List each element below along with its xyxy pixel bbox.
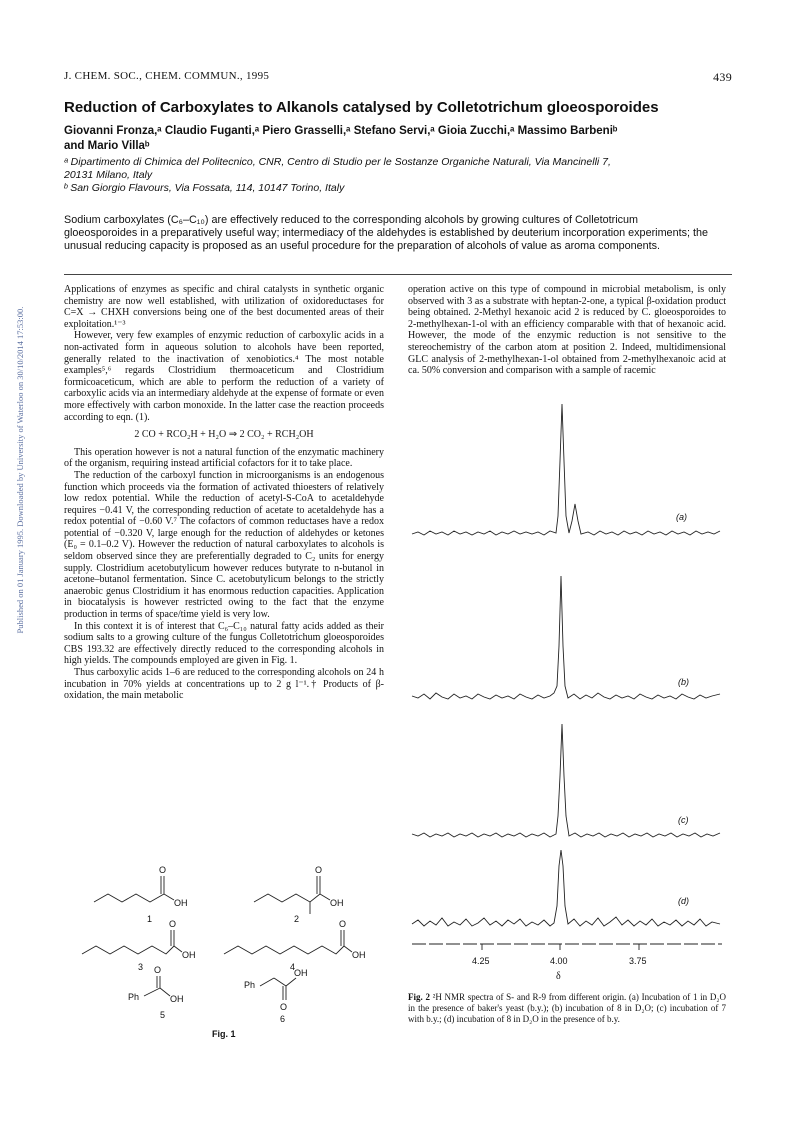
left-column (64, 284, 384, 702)
paragraph: This operation however is not a natural function of the enzymatic machinery of the organism, requiring instead artificial cofactors for it to take place. (64, 446, 384, 470)
paragraph: In this context it is of interest that C₆–C₁₀ natural fatty acids added as their sodium salts to a growing culture of the fungus Colletotrichum gloeosporoides CBS 193.32 are effectively directly reduced to the corresponding alcohols in high yields. The compounds employed are given in Fig. 1. (64, 620, 384, 667)
download-watermark-text: Published on 01 January 1995. Downloaded by University of Waterloo on 30/10/2014 17:53:00. (15, 306, 25, 634)
atom-label: OH (174, 898, 188, 908)
figure-2-caption (408, 992, 726, 1025)
running-header: J. CHEM. SOC., CHEM. COMMUN., 1995 (64, 70, 270, 82)
atom-label: OH (182, 950, 196, 960)
page-number: 439 (713, 70, 732, 84)
author-line: and Mario Villaᵇ (64, 140, 150, 152)
article-title: Reduction of Carboxylates to Alkanols catalysed by Colletotrichum gloeosporoides (64, 99, 659, 116)
compound-1-skeleton (94, 876, 174, 902)
affiliation-line: ᵇ San Giorgio Flavours, Via Fossata, 114, 10147 Torino, Italy (64, 182, 345, 194)
spectrum-d (412, 850, 720, 926)
panel-label-d: (d) (678, 896, 689, 906)
axis-label: δ (556, 971, 561, 982)
paragraph: Thus carboxylic acids 1–6 are reduced to the corresponding alcohols on 24 h incubation in 70% yields at concentrations up to 2 g l⁻¹.† Products of β-oxidation, the main metabolic (64, 667, 384, 702)
atom-label: Ph (244, 980, 256, 990)
compound-2-skeleton (254, 876, 330, 914)
atom-label: O (339, 919, 347, 929)
spectrum-c (412, 724, 720, 837)
atom-label: O (159, 865, 167, 875)
panel-label-b: (b) (678, 677, 689, 687)
atom-label: OH (294, 968, 308, 978)
spectrum-a (412, 404, 720, 535)
paragraph: operation active on this type of compound in microbial metabolism, is only observed with 3 as a substrate with heptan-2-one, a typical β-oxidation product being obtained. 2-Methyl hexanoic acid 2 is reduced by C. gloeosporoides to 2-methylhexan-1-ol with an efficiency comparable with that of hexanoic acid. However, the mode of the enzymic reduction is not sensitive to the stereochemistry of the carbon atom at position 2. Indeed, multidimensional GLC analysis of 2-methylhexan-1-ol obtained from 2-methylhexanoic acid at ca. 50% conversion and comparison with a sample of racemic (408, 284, 726, 377)
compound-label: 3 (138, 962, 144, 972)
axis-tick-label: 4.25 (472, 956, 490, 966)
paragraph: However, very few examples of enzymic reduction of carboxylic acids in a non-activated form in aqueous solution to alcohols have been reported, generally related to the inactivation of xenobiotics.⁴ The most notable examples⁵,⁶ regards Clostridium thermoaceticum and Clostridium formicoaceticum, which are able to perform the reduction of a variety of carboxylic acids via an intermediary aldehyde at the expense of formate or even more effectively with carbon monoxide. In the latter case the reaction proceeds according to eqn. (1). (64, 330, 384, 423)
affiliation-line: ᵃ Dipartimento di Chimica del Politecnico, CNR, Centro di Studio per le Sostanze Organiche Naturali, Via Mancinelli 7, (64, 156, 611, 168)
figure-2-spectra (408, 396, 728, 996)
atom-label: Ph (128, 992, 140, 1002)
compound-5-skeleton (144, 976, 170, 996)
paragraph: Applications of enzymes as specific and chiral catalysts in synthetic organic chemistry are now well established, with utilization of oxidoreductases for C=X → CHXH conversions being one of the best documented areas of their exploitation.¹⁻³ (64, 284, 384, 330)
compound-4-skeleton (224, 930, 352, 954)
spectrum-b (412, 576, 720, 699)
axis-tick-label: 3.75 (629, 956, 647, 966)
figure-2-caption-text: ²H NMR spectra of S- and R-9 from different origin. (a) Incubation of 1 in D₂O in the presence of baker's yeast (b.y.); (b) incubation of 8 in D₂O; (c) incubation of 7 with b.y.; (d) incubation of 8 in D₂O in the presence of b.y. (408, 992, 727, 1024)
compound-label: 5 (160, 1010, 166, 1020)
paragraph: The reduction of the carboxyl function in microorganisms is an endogenous function which proceeds via the formation of activated thioesters of relatively low redox potential. While the reduction of acetyl-S-CoA to acetaldehyde requires −0.41 V, the corresponding reduction of acetate to acetaldehyde has a redox potential of −0.60 V.⁷ The cofactors of common reductases have a redox potential of −0.320 V, large enough for the reduction of aldehydes or ketones (E₀ = 0.1–0.2 V). However the reduction of natural carboxylates to alcohols is seldom observed since they are preferentially degraded to C₂ units for energy supply. Clostridium acetobutylicum however reduces butyrate to n-butanol in acetone–butanol fermentation. Since C. acetobutylicum belongs to the strictly anaerobic genus Clostridium it has enormous reduction capacities. Application in biocatalysis is however restricted owing to the fact that the enzyme production in terms of space/time yield is very low. (64, 469, 384, 621)
author-list (64, 124, 744, 154)
axis-tick-label: 4.00 (550, 956, 568, 966)
panel-label-a: (a) (676, 512, 687, 522)
atom-label: O (315, 865, 323, 875)
atom-label: O (154, 965, 162, 975)
compound-label: 6 (280, 1014, 286, 1024)
figure-1-structures (64, 860, 394, 1045)
compound-label: 1 (147, 914, 153, 924)
figure-2-caption-label: Fig. 2 (408, 992, 430, 1002)
atom-label: OH (330, 898, 344, 908)
divider (64, 274, 732, 275)
atom-label: OH (170, 994, 184, 1004)
equation: 2 CO + RCO₂H + H₂O ⇒ 2 CO₂ + RCH₂OH (134, 429, 314, 441)
compound-label: 2 (294, 914, 300, 924)
compound-6-skeleton (260, 978, 296, 1000)
panel-label-c: (c) (678, 815, 689, 825)
author-line: Giovanni Fronza,ᵃ Claudio Fuganti,ᵃ Piero Grasselli,ᵃ Stefano Servi,ᵃ Gioia Zucchi,ᵃ Massimo Barbeniᵇ (64, 125, 618, 137)
affiliation-line: 20131 Milano, Italy (64, 169, 153, 181)
right-column (408, 284, 726, 377)
abstract: Sodium carboxylates (C₆–C₁₀) are effectively reduced to the corresponding alcohols by growing cultures of Colletotricum gloeosporoides in a preparatively useful way; intermediacy of the aldehydes is established by deuterium incorporation experiments; the unusual reducing capacity is proposed as an useful procedure for the preparation of alcohols of value as aroma components. (64, 214, 708, 253)
compound-3-skeleton (82, 930, 182, 954)
figure-1-caption: Fig. 1 (212, 1029, 236, 1039)
compound-label: 4 (290, 962, 296, 972)
download-watermark (3, 260, 25, 680)
affiliations (64, 156, 744, 195)
atom-label: O (169, 919, 177, 929)
atom-label: O (280, 1002, 288, 1012)
atom-label: OH (352, 950, 366, 960)
